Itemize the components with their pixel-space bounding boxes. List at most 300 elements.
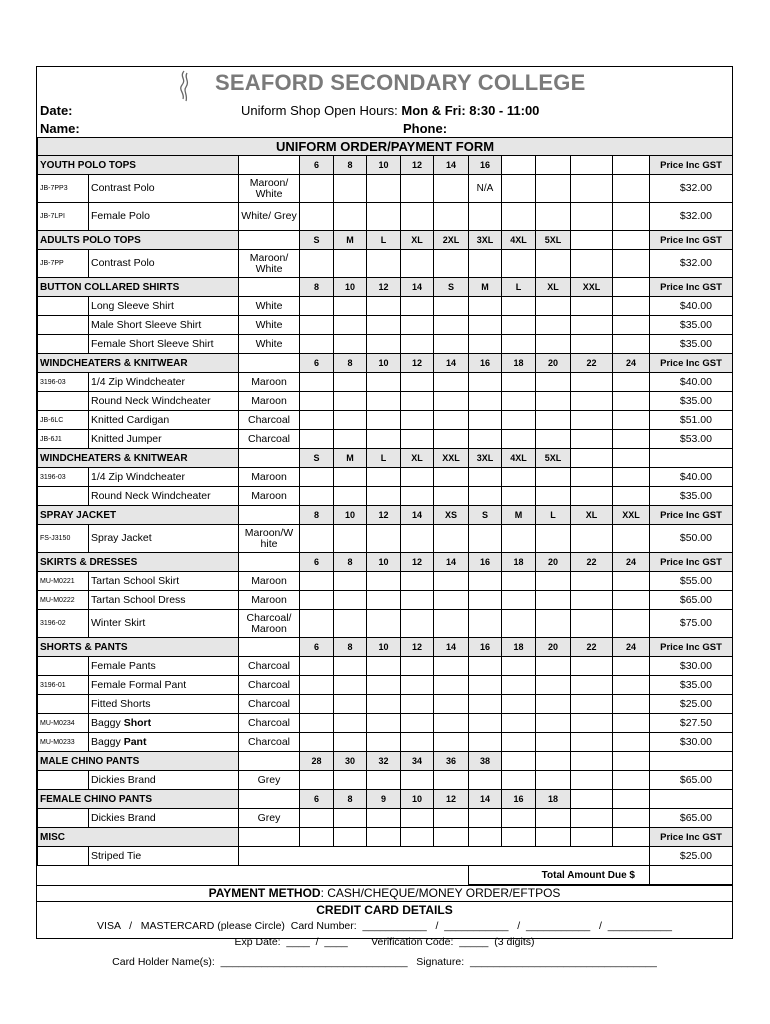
- quantity-cell[interactable]: [367, 809, 401, 828]
- quantity-cell[interactable]: [300, 175, 334, 203]
- size-heading: [536, 156, 571, 175]
- quantity-cell[interactable]: [367, 297, 401, 316]
- quantity-cell[interactable]: [571, 525, 613, 553]
- quantity-cell[interactable]: [536, 572, 571, 591]
- quantity-cell[interactable]: [367, 657, 401, 676]
- item-row: [38, 771, 733, 790]
- item-code: MU-M0222: [38, 591, 89, 610]
- quantity-cell[interactable]: [469, 572, 502, 591]
- item-name: [89, 430, 239, 449]
- quantity-cell[interactable]: [469, 373, 502, 392]
- item-code: [38, 297, 89, 316]
- quantity-cell[interactable]: [469, 411, 502, 430]
- quantity-cell[interactable]: [334, 430, 367, 449]
- size-heading: 16: [469, 354, 502, 373]
- size-heading: [536, 752, 571, 771]
- section-colour-spacer: [239, 752, 300, 771]
- item-name-text: Female Pants: [91, 659, 156, 672]
- quantity-cell[interactable]: [571, 316, 613, 335]
- quantity-cell[interactable]: [367, 335, 401, 354]
- quantity-cell[interactable]: [401, 733, 434, 752]
- quantity-cell[interactable]: [571, 373, 613, 392]
- quantity-cell[interactable]: [536, 335, 571, 354]
- quantity-cell[interactable]: [434, 487, 469, 506]
- quantity-cell[interactable]: [334, 373, 367, 392]
- quantity-cell[interactable]: [536, 250, 571, 278]
- quantity-cell[interactable]: [300, 809, 334, 828]
- quantity-cell[interactable]: [571, 771, 613, 790]
- quantity-cell[interactable]: [571, 809, 613, 828]
- item-row: [38, 487, 733, 506]
- quantity-cell[interactable]: [367, 411, 401, 430]
- section-label: WINDCHEATERS & KNITWEAR: [38, 449, 239, 468]
- quantity-cell[interactable]: [571, 657, 613, 676]
- quantity-cell[interactable]: [571, 591, 613, 610]
- item-price: $75.00: [650, 610, 733, 638]
- quantity-cell[interactable]: [334, 695, 367, 714]
- quantity-cell[interactable]: [334, 733, 367, 752]
- size-heading: 8: [334, 354, 367, 373]
- quantity-cell[interactable]: [469, 487, 502, 506]
- quantity-cell[interactable]: [401, 297, 434, 316]
- quantity-cell[interactable]: [401, 695, 434, 714]
- quantity-cell[interactable]: [469, 250, 502, 278]
- quantity-cell[interactable]: [401, 676, 434, 695]
- quantity-cell[interactable]: [536, 733, 571, 752]
- item-code: 3196-02: [38, 610, 89, 638]
- quantity-cell[interactable]: [434, 525, 469, 553]
- quantity-cell[interactable]: [571, 695, 613, 714]
- quantity-cell[interactable]: [334, 203, 367, 231]
- quantity-cell[interactable]: [571, 297, 613, 316]
- quantity-cell[interactable]: [613, 392, 650, 411]
- quantity-cell[interactable]: [613, 591, 650, 610]
- quantity-cell[interactable]: [571, 203, 613, 231]
- quantity-cell[interactable]: [401, 487, 434, 506]
- quantity-cell[interactable]: [434, 411, 469, 430]
- quantity-cell[interactable]: [502, 411, 536, 430]
- item-price: $65.00: [650, 591, 733, 610]
- quantity-cell[interactable]: [401, 771, 434, 790]
- quantity-cell[interactable]: [401, 373, 434, 392]
- quantity-cell[interactable]: [613, 316, 650, 335]
- quantity-cell[interactable]: [300, 468, 334, 487]
- quantity-cell[interactable]: [502, 714, 536, 733]
- quantity-cell[interactable]: [300, 297, 334, 316]
- section-colour-spacer: [239, 828, 300, 847]
- quantity-cell[interactable]: [536, 676, 571, 695]
- quantity-cell[interactable]: [401, 250, 434, 278]
- item-name-text: Contrast Polo: [91, 257, 155, 269]
- quantity-cell[interactable]: [367, 525, 401, 553]
- quantity-cell[interactable]: [571, 250, 613, 278]
- quantity-cell[interactable]: [367, 610, 401, 638]
- price-heading: [650, 449, 733, 468]
- quantity-cell[interactable]: [367, 771, 401, 790]
- quantity-cell[interactable]: [334, 809, 367, 828]
- quantity-cell[interactable]: [502, 487, 536, 506]
- quantity-cell[interactable]: [300, 695, 334, 714]
- section-colour-spacer: [239, 354, 300, 373]
- quantity-cell[interactable]: [502, 572, 536, 591]
- quantity-cell[interactable]: [300, 572, 334, 591]
- quantity-cell[interactable]: [367, 175, 401, 203]
- section-colour-spacer: [239, 449, 300, 468]
- quantity-cell[interactable]: [571, 468, 613, 487]
- quantity-cell[interactable]: [536, 487, 571, 506]
- quantity-cell[interactable]: [613, 809, 650, 828]
- quantity-cell[interactable]: [367, 430, 401, 449]
- quantity-cell[interactable]: [613, 250, 650, 278]
- quantity-cell[interactable]: [469, 525, 502, 553]
- quantity-cell[interactable]: [613, 695, 650, 714]
- quantity-cell[interactable]: [502, 468, 536, 487]
- item-name: [89, 809, 239, 828]
- quantity-cell[interactable]: [502, 591, 536, 610]
- quantity-cell[interactable]: [502, 657, 536, 676]
- quantity-cell[interactable]: [401, 392, 434, 411]
- quantity-cell[interactable]: [300, 316, 334, 335]
- quantity-cell[interactable]: [434, 430, 469, 449]
- quantity-cell[interactable]: [401, 335, 434, 354]
- quantity-cell[interactable]: [334, 657, 367, 676]
- quantity-cell[interactable]: [469, 335, 502, 354]
- quantity-cell[interactable]: [502, 335, 536, 354]
- item-colour: Maroon: [239, 392, 300, 411]
- quantity-cell[interactable]: [536, 771, 571, 790]
- quantity-cell[interactable]: [334, 714, 367, 733]
- quantity-cell[interactable]: [434, 809, 469, 828]
- quantity-cell[interactable]: [536, 591, 571, 610]
- quantity-cell[interactable]: [334, 487, 367, 506]
- card-number-line[interactable]: VISA / MASTERCARD (please Circle) Card Number: ___________ / ___________ / ___________ / ___________: [97, 920, 672, 932]
- quantity-cell[interactable]: [334, 591, 367, 610]
- quantity-cell[interactable]: [434, 373, 469, 392]
- item-name-bold: Pant: [123, 735, 147, 748]
- quantity-cell[interactable]: [300, 525, 334, 553]
- size-heading: 18: [502, 638, 536, 657]
- quantity-cell[interactable]: [571, 714, 613, 733]
- quantity-cell[interactable]: [434, 572, 469, 591]
- quantity-cell[interactable]: [334, 468, 367, 487]
- quantity-cell[interactable]: [571, 487, 613, 506]
- quantity-cell[interactable]: [300, 392, 334, 411]
- quantity-cell[interactable]: [367, 487, 401, 506]
- size-heading: 6: [300, 354, 334, 373]
- quantity-cell[interactable]: [571, 430, 613, 449]
- quantity-cell[interactable]: [502, 771, 536, 790]
- quantity-cell[interactable]: [367, 591, 401, 610]
- quantity-cell[interactable]: [536, 373, 571, 392]
- quantity-cell[interactable]: [536, 411, 571, 430]
- quantity-cell[interactable]: [300, 430, 334, 449]
- quantity-cell[interactable]: [367, 250, 401, 278]
- quantity-cell[interactable]: [334, 411, 367, 430]
- item-colour: Grey: [239, 771, 300, 790]
- quantity-cell[interactable]: [334, 610, 367, 638]
- size-heading: 12: [401, 553, 434, 572]
- quantity-cell[interactable]: [469, 591, 502, 610]
- payment-method-label: PAYMENT METHOD: [208, 886, 321, 900]
- size-heading: [469, 828, 502, 847]
- item-colour: Charcoal: [239, 657, 300, 676]
- size-heading: 14: [401, 278, 434, 297]
- quantity-cell[interactable]: [469, 316, 502, 335]
- quantity-cell[interactable]: [536, 203, 571, 231]
- item-name-text: Knitted Jumper: [91, 432, 162, 445]
- quantity-cell[interactable]: [613, 175, 650, 203]
- item-price: $35.00: [650, 676, 733, 695]
- quantity-cell[interactable]: [469, 392, 502, 411]
- quantity-cell[interactable]: [334, 250, 367, 278]
- quantity-cell[interactable]: [469, 468, 502, 487]
- quantity-cell[interactable]: [536, 657, 571, 676]
- item-name-text: Baggy: [91, 735, 124, 748]
- quantity-cell[interactable]: [571, 572, 613, 591]
- quantity-cell[interactable]: [300, 373, 334, 392]
- quantity-cell[interactable]: [434, 335, 469, 354]
- size-heading: [502, 828, 536, 847]
- quantity-cell[interactable]: [367, 468, 401, 487]
- size-heading: 32: [367, 752, 401, 771]
- quantity-cell[interactable]: [300, 771, 334, 790]
- quantity-cell[interactable]: [613, 771, 650, 790]
- quantity-cell[interactable]: [613, 610, 650, 638]
- quantity-cell[interactable]: [469, 610, 502, 638]
- size-heading: M: [469, 278, 502, 297]
- card-holder-line[interactable]: Card Holder Name(s): ________________________________ Signature: ________________________________: [112, 956, 657, 968]
- quantity-cell[interactable]: [469, 771, 502, 790]
- quantity-cell[interactable]: [334, 392, 367, 411]
- size-heading: 10: [401, 790, 434, 809]
- quantity-cell[interactable]: [571, 175, 613, 203]
- quantity-cell[interactable]: [536, 430, 571, 449]
- quantity-cell[interactable]: [300, 657, 334, 676]
- quantity-cell[interactable]: [334, 676, 367, 695]
- quantity-cell[interactable]: [502, 297, 536, 316]
- quantity-cell[interactable]: [401, 316, 434, 335]
- quantity-cell[interactable]: [613, 411, 650, 430]
- quantity-cell[interactable]: [434, 733, 469, 752]
- section-label: SPRAY JACKET: [38, 506, 239, 525]
- quantity-cell[interactable]: [571, 392, 613, 411]
- quantity-cell[interactable]: [613, 297, 650, 316]
- quantity-cell[interactable]: [300, 250, 334, 278]
- quantity-cell[interactable]: [401, 430, 434, 449]
- quantity-cell[interactable]: [434, 714, 469, 733]
- quantity-cell[interactable]: [434, 203, 469, 231]
- quantity-cell[interactable]: [334, 771, 367, 790]
- quantity-cell[interactable]: [613, 714, 650, 733]
- quantity-cell[interactable]: [401, 714, 434, 733]
- size-heading: 9: [367, 790, 401, 809]
- quantity-cell[interactable]: [613, 468, 650, 487]
- quantity-cell[interactable]: [401, 610, 434, 638]
- quantity-cell[interactable]: [571, 610, 613, 638]
- quantity-cell[interactable]: [536, 610, 571, 638]
- item-name: [89, 468, 239, 487]
- item-name-text: Fitted Shorts: [91, 697, 151, 710]
- quantity-cell[interactable]: [469, 676, 502, 695]
- quantity-cell[interactable]: [502, 733, 536, 752]
- quantity-cell[interactable]: [434, 297, 469, 316]
- quantity-cell[interactable]: [502, 676, 536, 695]
- quantity-cell[interactable]: [502, 203, 536, 231]
- item-row: [38, 809, 733, 828]
- quantity-cell[interactable]: [536, 392, 571, 411]
- expiry-line[interactable]: Exp Date: ____ / ____ Verification Code: _____ (3 digits): [234, 936, 535, 948]
- item-name: [89, 297, 239, 316]
- quantity-cell[interactable]: [613, 335, 650, 354]
- quantity-cell[interactable]: [367, 695, 401, 714]
- quantity-cell[interactable]: [434, 676, 469, 695]
- quantity-cell[interactable]: [401, 468, 434, 487]
- item-row: [38, 430, 733, 449]
- quantity-cell[interactable]: [434, 695, 469, 714]
- size-heading: [334, 828, 367, 847]
- quantity-cell[interactable]: [571, 676, 613, 695]
- quantity-cell[interactable]: [300, 411, 334, 430]
- quantity-cell[interactable]: [536, 714, 571, 733]
- quantity-cell[interactable]: [536, 468, 571, 487]
- quantity-cell[interactable]: [613, 676, 650, 695]
- quantity-cell[interactable]: [334, 335, 367, 354]
- quantity-cell[interactable]: [401, 657, 434, 676]
- quantity-cell[interactable]: [367, 733, 401, 752]
- size-heading: 18: [536, 790, 571, 809]
- item-colour: Maroon: [239, 591, 300, 610]
- quantity-cell[interactable]: [536, 175, 571, 203]
- quantity-cell[interactable]: [434, 591, 469, 610]
- size-heading: 10: [367, 638, 401, 657]
- quantity-cell[interactable]: [401, 809, 434, 828]
- size-heading: 14: [469, 790, 502, 809]
- quantity-cell[interactable]: [613, 487, 650, 506]
- item-price: $40.00: [650, 468, 733, 487]
- section-header-row: [38, 278, 733, 297]
- quantity-cell[interactable]: [469, 203, 502, 231]
- quantity-cell[interactable]: [434, 316, 469, 335]
- quantity-cell[interactable]: [613, 373, 650, 392]
- quantity-cell[interactable]: [334, 572, 367, 591]
- quantity-cell[interactable]: [334, 525, 367, 553]
- quantity-cell[interactable]: [434, 392, 469, 411]
- quantity-cell[interactable]: [502, 175, 536, 203]
- section-label: YOUTH POLO TOPS: [38, 156, 239, 175]
- quantity-cell[interactable]: [367, 714, 401, 733]
- size-heading: S: [434, 278, 469, 297]
- quantity-cell[interactable]: [571, 335, 613, 354]
- quantity-cell[interactable]: [536, 525, 571, 553]
- total-amount-field[interactable]: [650, 866, 733, 885]
- size-heading: 8: [334, 553, 367, 572]
- quantity-cell[interactable]: [334, 175, 367, 203]
- item-name: [89, 591, 239, 610]
- quantity-cell[interactable]: [401, 203, 434, 231]
- quantity-cell[interactable]: [367, 373, 401, 392]
- quantity-cell[interactable]: [334, 316, 367, 335]
- quantity-cell[interactable]: [367, 316, 401, 335]
- quantity-cell[interactable]: [536, 297, 571, 316]
- quantity-cell[interactable]: [613, 733, 650, 752]
- quantity-cell[interactable]: [434, 610, 469, 638]
- quantity-cell[interactable]: [300, 487, 334, 506]
- quantity-cell[interactable]: [334, 297, 367, 316]
- quantity-cell[interactable]: [434, 771, 469, 790]
- quantity-cell[interactable]: [469, 657, 502, 676]
- item-code: MU-M0234: [38, 714, 89, 733]
- quantity-cell[interactable]: [367, 392, 401, 411]
- quantity-cell[interactable]: [300, 591, 334, 610]
- quantity-cell[interactable]: [613, 430, 650, 449]
- quantity-cell[interactable]: [401, 175, 434, 203]
- size-heading: 8: [334, 156, 367, 175]
- quantity-cell[interactable]: [469, 695, 502, 714]
- quantity-cell[interactable]: [401, 572, 434, 591]
- quantity-cell[interactable]: [300, 335, 334, 354]
- size-heading: [613, 156, 650, 175]
- quantity-cell[interactable]: [300, 714, 334, 733]
- quantity-cell[interactable]: [502, 392, 536, 411]
- quantity-cell[interactable]: [502, 316, 536, 335]
- size-heading: 22: [571, 638, 613, 657]
- quantity-cell[interactable]: [536, 316, 571, 335]
- quantity-cell[interactable]: [536, 809, 571, 828]
- quantity-cell[interactable]: [613, 525, 650, 553]
- quantity-cell[interactable]: [469, 714, 502, 733]
- quantity-cell[interactable]: [401, 525, 434, 553]
- quantity-cell[interactable]: [613, 572, 650, 591]
- quantity-cell[interactable]: [469, 430, 502, 449]
- quantity-cell[interactable]: [367, 572, 401, 591]
- quantity-cell[interactable]: [502, 525, 536, 553]
- quantity-cell[interactable]: [502, 695, 536, 714]
- quantity-cell[interactable]: [613, 203, 650, 231]
- size-heading: 16: [502, 790, 536, 809]
- section-header-row: [38, 449, 733, 468]
- quantity-cell[interactable]: [469, 809, 502, 828]
- quantity-cell[interactable]: [502, 809, 536, 828]
- quantity-cell[interactable]: [469, 733, 502, 752]
- quantity-cell[interactable]: [401, 411, 434, 430]
- item-name-text: 1/4 Zip Windcheater: [91, 375, 185, 388]
- quantity-cell[interactable]: [434, 468, 469, 487]
- quantity-cell[interactable]: [300, 610, 334, 638]
- quantity-cell[interactable]: [434, 657, 469, 676]
- quantity-cell[interactable]: [502, 373, 536, 392]
- quantity-cell[interactable]: [401, 591, 434, 610]
- quantity-cell[interactable]: [300, 676, 334, 695]
- quantity-cell[interactable]: [613, 657, 650, 676]
- quantity-cell[interactable]: [502, 430, 536, 449]
- quantity-cell[interactable]: [434, 175, 469, 203]
- quantity-cell[interactable]: [434, 250, 469, 278]
- quantity-cell[interactable]: N/A: [469, 175, 502, 203]
- quantity-cell[interactable]: [536, 695, 571, 714]
- quantity-cell[interactable]: [571, 411, 613, 430]
- quantity-cell[interactable]: [367, 676, 401, 695]
- quantity-cell[interactable]: [300, 733, 334, 752]
- quantity-cell[interactable]: [502, 250, 536, 278]
- item-name-text: Dickies Brand: [91, 773, 156, 786]
- quantity-cell[interactable]: [502, 610, 536, 638]
- size-heading: 12: [434, 790, 469, 809]
- quantity-cell[interactable]: [571, 733, 613, 752]
- item-name: [89, 676, 239, 695]
- quantity-cell[interactable]: [469, 297, 502, 316]
- quantity-cell[interactable]: [300, 203, 334, 231]
- quantity-cell[interactable]: [367, 203, 401, 231]
